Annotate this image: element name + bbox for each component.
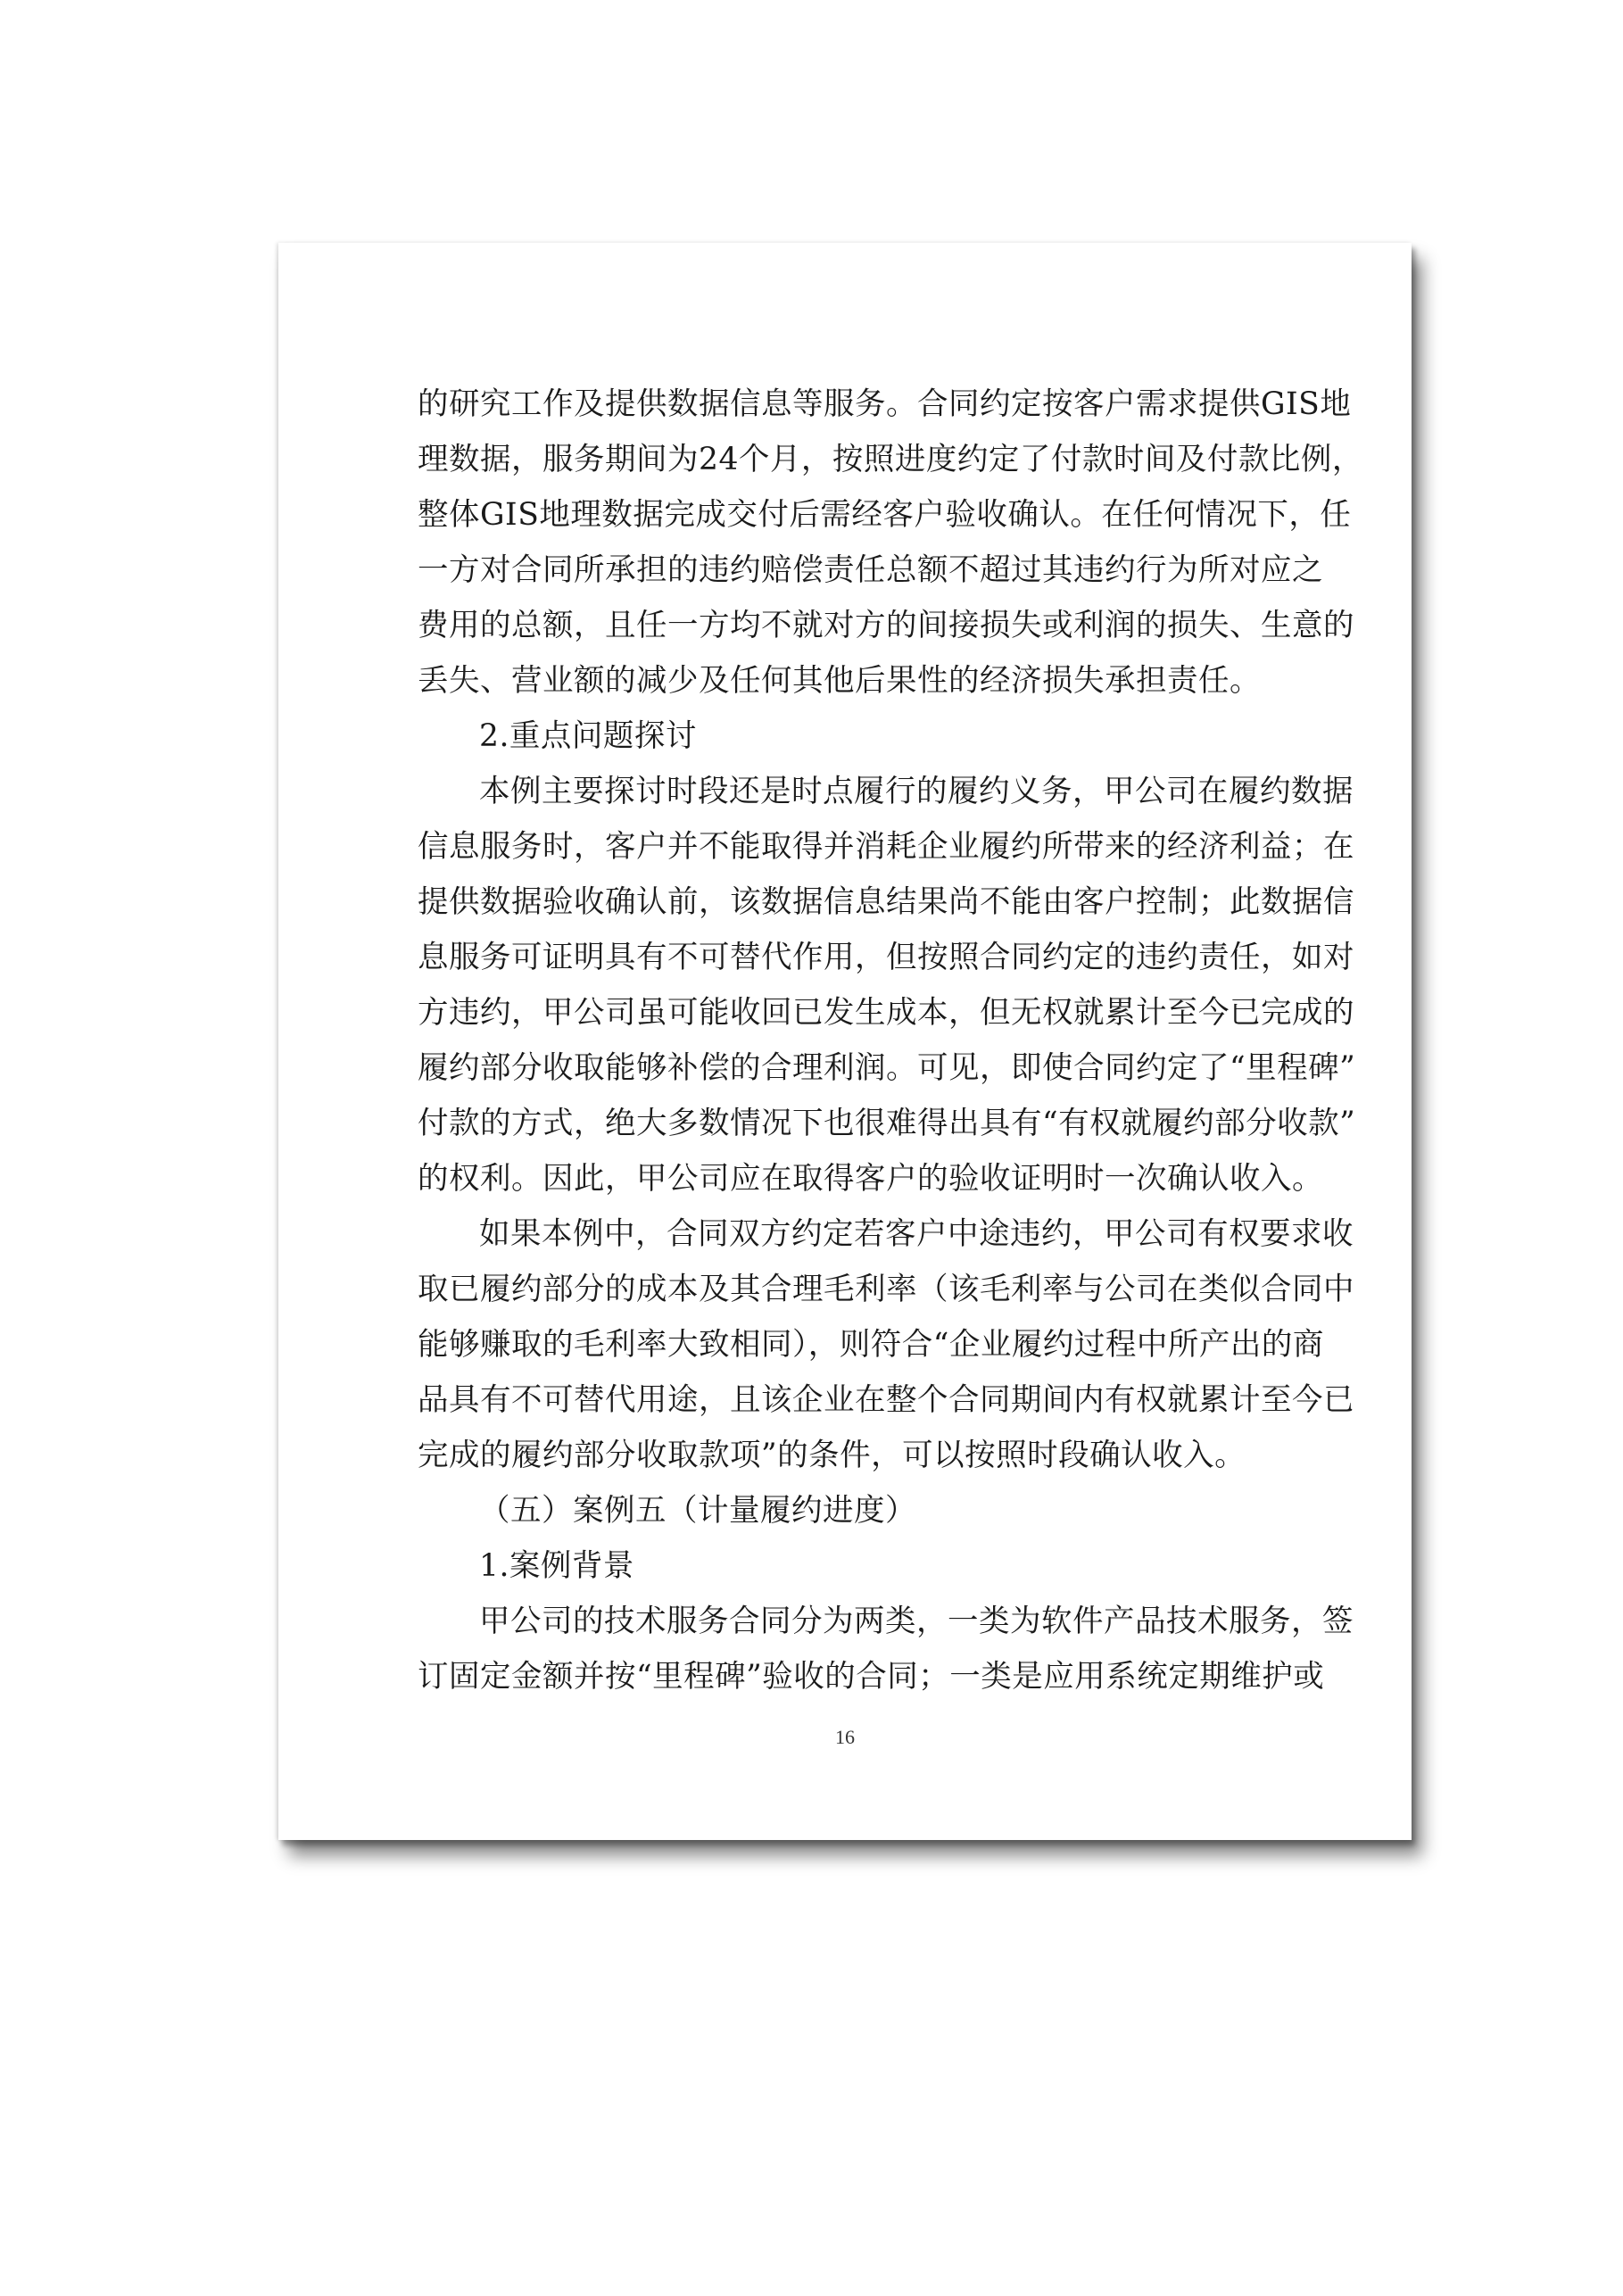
- text-line: 品具有不可替代用途，且该企业在整个合同期间内有权就累计至今已: [418, 1382, 1354, 1418]
- text-line: 费用的总额，且任一方均不就对方的间接损失或利润的损失、生意的: [418, 608, 1354, 643]
- text-line: 履约部分收取能够补偿的合理利润。可见，即使合同约定了“里程碑”: [418, 1050, 1356, 1086]
- text-line: （五）案例五（计量履约进度）: [479, 1493, 916, 1529]
- text-line: 能够赚取的毛利率大致相同），则符合“企业履约过程中所产出的商: [418, 1327, 1324, 1363]
- text-line: 丢失、营业额的减少及任何其他后果性的经济损失承担责任。: [418, 663, 1261, 699]
- text-line: 订固定金额并按“里程碑”验收的合同；一类是应用系统定期维护或: [418, 1659, 1325, 1695]
- text-line: 信息服务时，客户并不能取得并消耗企业履约所带来的经济利益；在: [418, 829, 1354, 865]
- text-line: 2.重点问题探讨: [479, 718, 697, 754]
- text-line: 的权利。因此，甲公司应在取得客户的验收证明时一次确认收入。: [418, 1161, 1323, 1197]
- text-line: 息服务可证明具有不可替代作用，但按照合同约定的违约责任，如对: [418, 940, 1354, 975]
- text-line: 取已履约部分的成本及其合理毛利率（该毛利率与公司在类似合同中: [418, 1272, 1354, 1307]
- text-line: 提供数据验收确认前，该数据信息结果尚不能由客户控制；此数据信: [418, 884, 1354, 920]
- text-line: 完成的履约部分收取款项”的条件，可以按照时段确认收入。: [418, 1438, 1246, 1473]
- text-line: 整体GIS地理数据完成交付后需经客户验收确认。在任何情况下，任: [418, 497, 1352, 533]
- text-line: 1.案例背景: [479, 1548, 634, 1584]
- text-line: 如果本例中，合同双方约定若客户中途违约，甲公司有权要求收: [479, 1216, 1354, 1252]
- text-line: 付款的方式，绝大多数情况下也很难得出具有“有权就履约部分收款”: [418, 1106, 1356, 1141]
- text-line: 一方对合同所承担的违约赔偿责任总额不超过其违约行为所对应之: [418, 552, 1323, 588]
- document-page: [278, 243, 1412, 1840]
- page-number: 16: [835, 1726, 855, 1748]
- text-line: 的研究工作及提供数据信息等服务。合同约定按客户需求提供GIS地: [418, 386, 1352, 422]
- text-line: 本例主要探讨时段还是时点履行的履约义务，甲公司在履约数据: [479, 774, 1354, 809]
- body-text: [418, 377, 1363, 1704]
- text-line: 理数据，服务期间为24个月，按照进度约定了付款时间及付款比例，: [418, 442, 1363, 477]
- text-line: 方违约，甲公司虽可能收回已发生成本，但无权就累计至今已完成的: [418, 995, 1354, 1031]
- text-line: 甲公司的技术服务合同分为两类，一类为软件产品技术服务，签: [479, 1604, 1354, 1639]
